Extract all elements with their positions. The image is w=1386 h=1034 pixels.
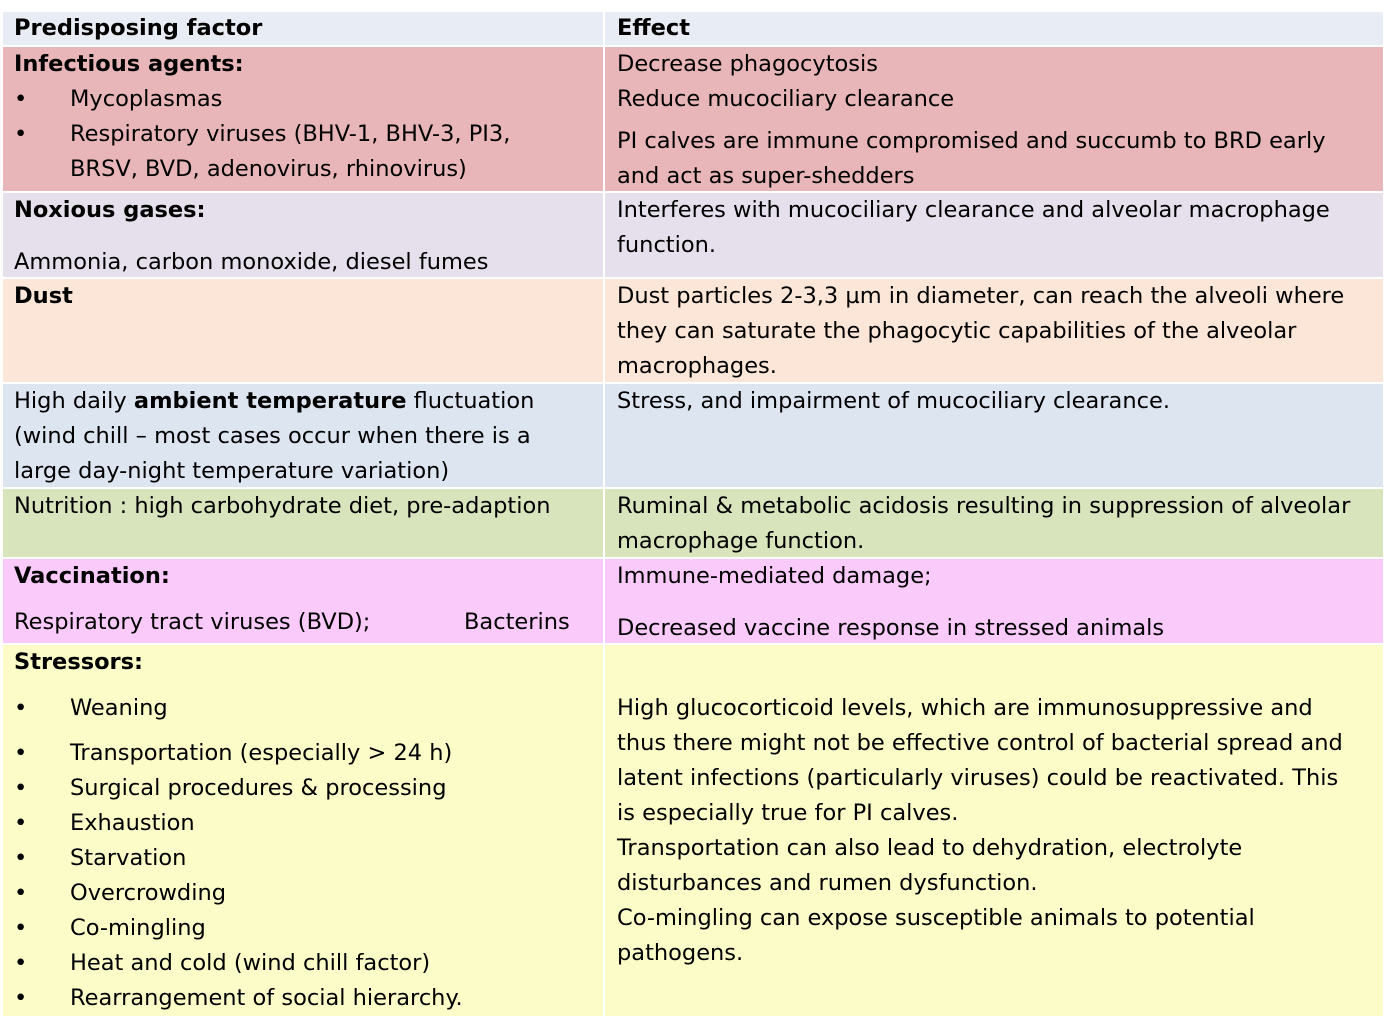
factor-cell	[3, 47, 603, 191]
factor-text: Respiratory tract viruses (BVD);	[14, 609, 371, 635]
effect-line: function.	[617, 232, 717, 258]
list-item-continued: BRSV, BVD, adenovirus, rhinovirus)	[70, 156, 467, 182]
table-row-ambient-temperature	[3, 384, 1383, 487]
effect-line: latent infections (particularly viruses) could be reactivated. This	[617, 765, 1339, 791]
list-item: Co-mingling	[70, 915, 206, 941]
bullet-icon: •	[14, 950, 28, 976]
row-title: Dust	[14, 283, 73, 309]
factor-cell	[3, 193, 603, 277]
bullet-icon: •	[14, 86, 28, 112]
effect-line: Ruminal & metabolic acidosis resulting in suppression of alveolar	[617, 493, 1351, 519]
table-header-row	[3, 12, 1383, 45]
row-title: Infectious agents:	[14, 51, 244, 77]
effect-line: Transportation can also lead to dehydration, electrolyte	[617, 835, 1243, 861]
factor-cell	[3, 384, 603, 487]
list-item: Transportation (especially > 24 h)	[70, 740, 453, 766]
list-item: Rearrangement of social hierarchy.	[70, 985, 463, 1011]
bullet-icon: •	[14, 985, 28, 1011]
effect-cell	[605, 279, 1383, 382]
row-title: Noxious gases:	[14, 197, 206, 223]
header-factor-label: Predisposing factor	[14, 15, 263, 41]
table-row-infectious-agents	[3, 47, 1383, 191]
bullet-icon: •	[14, 845, 28, 871]
bullet-icon: •	[14, 915, 28, 941]
effect-line: Dust particles 2-3,3 µm in diameter, can reach the alveoli where	[617, 283, 1345, 309]
header-effect-label: Effect	[617, 15, 690, 41]
effect-cell	[605, 193, 1383, 277]
effect-line: Immune-mediated damage;	[617, 563, 932, 589]
factor-line: large day-night temperature variation)	[14, 458, 450, 484]
effect-line: thus there might not be effective control of bacterial spread and	[617, 730, 1343, 756]
list-item: Overcrowding	[70, 880, 226, 906]
factor-text: fluctuation	[406, 388, 535, 414]
effect-line: Stress, and impairment of mucociliary clearance.	[617, 388, 1170, 414]
effect-line: macrophage function.	[617, 528, 865, 554]
effect-cell	[605, 645, 1383, 1016]
header-cell-effect	[605, 12, 1383, 45]
effect-line: Reduce mucociliary clearance	[617, 86, 955, 112]
header-cell-factor	[3, 12, 603, 45]
effect-line: Co-mingling can expose susceptible animals to potential	[617, 905, 1255, 931]
factor-text-bold: ambient temperature	[133, 388, 407, 414]
list-item: Surgical procedures & processing	[70, 775, 447, 801]
effect-cell	[605, 384, 1383, 487]
effect-cell	[605, 47, 1383, 191]
list-item: Weaning	[70, 695, 168, 721]
table-row-dust	[3, 279, 1383, 382]
factor-cell	[3, 279, 603, 382]
list-item: Respiratory viruses (BHV-1, BHV-3, PI3,	[70, 121, 511, 147]
factor-cell	[3, 489, 603, 557]
bullet-icon: •	[14, 775, 28, 801]
list-item: Starvation	[70, 845, 187, 871]
table-row-vaccination	[3, 559, 1383, 643]
list-item: Exhaustion	[70, 810, 195, 836]
bullet-icon: •	[14, 810, 28, 836]
bullet-icon: •	[14, 121, 28, 147]
factor-line: (wind chill – most cases occur when there is a	[14, 423, 531, 449]
effect-line: Interferes with mucociliary clearance and alveolar macrophage	[617, 197, 1330, 223]
effect-line: macrophages.	[617, 353, 777, 379]
row-title: Stressors:	[14, 649, 144, 675]
factor-cell	[3, 559, 603, 643]
effect-line: pathogens.	[617, 940, 744, 966]
effect-line: Decrease phagocytosis	[617, 51, 878, 77]
factor-text: High daily	[14, 388, 134, 414]
effect-line: disturbances and rumen dysfunction.	[617, 870, 1038, 896]
list-item: Heat and cold (wind chill factor)	[70, 950, 431, 976]
effect-line: they can saturate the phagocytic capabilities of the alveolar	[617, 318, 1297, 344]
factor-text: Bacterins	[464, 609, 570, 635]
bullet-icon: •	[14, 880, 28, 906]
row-title: Vaccination:	[14, 563, 170, 589]
factor-cell	[3, 645, 603, 1016]
effect-cell	[605, 489, 1383, 557]
bullet-icon: •	[14, 695, 28, 721]
effect-line: is especially true for PI calves.	[617, 800, 959, 826]
effect-line: PI calves are immune compromised and succumb to BRD early	[617, 128, 1326, 154]
effect-line: and act as super-shedders	[617, 163, 915, 189]
factor-line	[14, 384, 534, 419]
bullet-icon: •	[14, 740, 28, 766]
factor-text: Ammonia, carbon monoxide, diesel fumes	[14, 249, 489, 275]
effect-line: Decreased vaccine response in stressed animals	[617, 615, 1165, 641]
factor-text: Nutrition : high carbohydrate diet, pre-adaption	[14, 493, 551, 519]
table-row-stressors	[3, 645, 1383, 1016]
effect-line: High glucocorticoid levels, which are immunosuppressive and	[617, 695, 1313, 721]
effect-cell	[605, 559, 1383, 643]
table-row-noxious-gases	[3, 193, 1383, 277]
list-item: Mycoplasmas	[70, 86, 223, 112]
table-row-nutrition	[3, 489, 1383, 557]
